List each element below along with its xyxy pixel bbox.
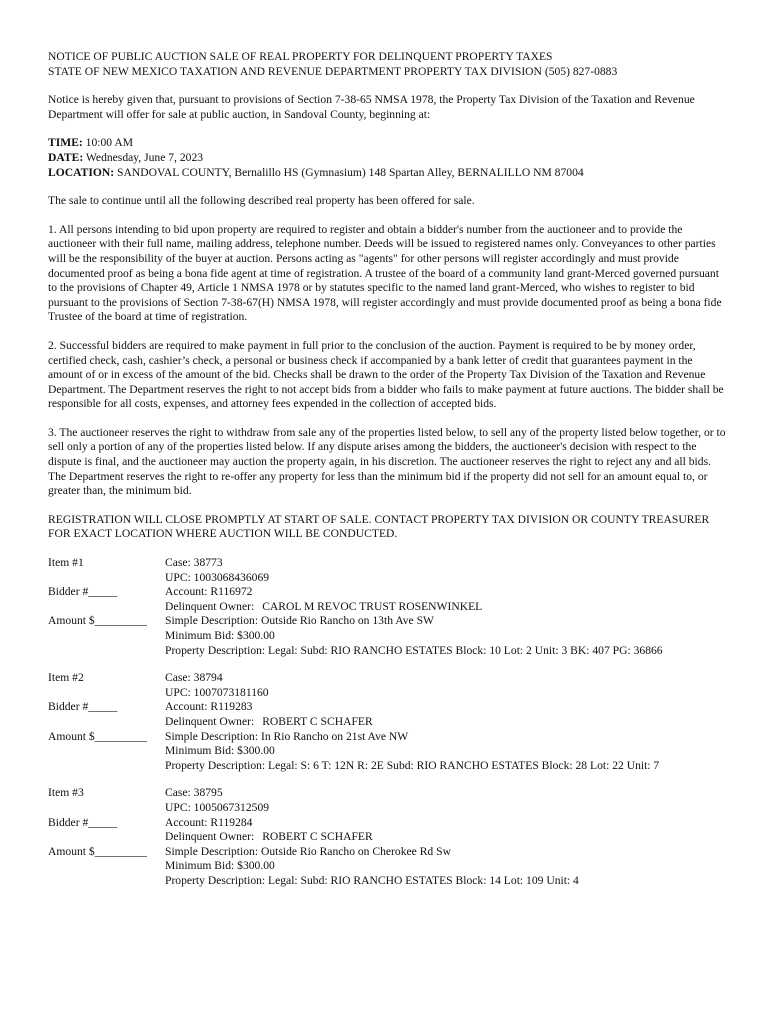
auction-schedule: [48, 136, 728, 180]
item-owner-line: [165, 715, 728, 730]
notice-document: [48, 50, 728, 902]
item-owner-line: [165, 600, 728, 615]
item-legal-description: Property Description: Legal: S: 6 T: 12N R: 2E Subd: RIO RANCHO ESTATES Block: 28 Lot: 22 Unit: 7: [165, 758, 660, 772]
item-owner-line: [165, 830, 728, 845]
time-value: 10:00 AM: [82, 136, 134, 150]
date-label: DATE:: [48, 150, 84, 164]
rule-auctioneer-rights: 3. The auctioneer reserves the right to withdraw from sale any of the properties listed below, to sell any of the property listed below together, or to sell only a portion of any of the properties listed below. If any dispute arises among the bidders, the auctioneer's decision with respect to the dispute is final, and the auctioneer may auction the property again, in his discretion. The auctioneer reserves the right to reject any and all bids. The Department reserves the right to re-offer any property for less than the minimum bid if the property did not sell for an amount equal to, or greater than, the minimum bid.: [48, 425, 726, 498]
bidder-field: Bidder #_____: [48, 815, 118, 829]
item-case: Case: 38773: [165, 556, 223, 570]
rule-registration: 1. All persons intending to bid upon property are required to register and obtain a bidder's number from the auctioneer and to provide the auctioneer with their full name, mailing address, telephone number. Deeds will be issued to registered names only. Conveyances to other parties will be the responsibility of the buyer at auction. Persons acting as "agents" for other persons will register accordingly and must provide documented proof as being a bona fide agent at time of registration. A trustee of the board of a community land grant-Merced governed pursuant to the provisions of Chapter 49, Article 1 NMSA 1978 or by statutes specific to the named land grant-Merced, who wishes to register to bid pursuant to the provisions of Section 7-38-67(H) NMSA 1978, will register accordingly and must provide documented proof as being a bona fide Trustee of the board at time of registration.: [48, 222, 722, 324]
item-form-fields: [48, 671, 163, 744]
item-legal-description: Property Description: Legal: Subd: RIO RANCHO ESTATES Block: 10 Lot: 2 Unit: 3 BK: 407 PG: 36866: [165, 643, 663, 657]
amount-field: Amount $_________: [48, 729, 147, 743]
item-minimum-bid: Minimum Bid: $300.00: [165, 629, 275, 642]
header-agency: STATE OF NEW MEXICO TAXATION AND REVENUE DEPARTMENT PROPERTY TAX DIVISION (505) 827-0883: [48, 64, 618, 78]
item-minimum-bid: Minimum Bid: $300.00: [165, 859, 275, 873]
item-form-fields: [48, 556, 163, 629]
location-line: [48, 166, 728, 181]
header-title: NOTICE OF PUBLIC AUCTION SALE OF REAL PROPERTY FOR DELINQUENT PROPERTY TAXES: [48, 50, 553, 63]
item-account: Account: R119284: [165, 815, 253, 829]
item-upc: UPC: 1007073181160: [165, 685, 269, 699]
item-case: Case: 38794: [165, 671, 223, 685]
item-upc: UPC: 1005067312509: [165, 800, 270, 814]
registration-notice: REGISTRATION WILL CLOSE PROMPTLY AT START OF SALE. CONTACT PROPERTY TAX DIVISION OR COUNTY TREASURER FOR EXACT LOCATION WHERE AUCTION WILL BE CONDUCTED.: [48, 512, 710, 541]
date-value: Wednesday, June 7, 2023: [83, 150, 204, 164]
item-minimum-bid: Minimum Bid: $300.00: [165, 744, 275, 758]
item-form-fields: [48, 786, 163, 859]
item-account: Account: R119283: [165, 700, 253, 714]
date-line: [48, 151, 728, 166]
item-account: Account: R116972: [165, 585, 253, 599]
owner-name: ROBERT C SCHAFER: [262, 830, 373, 844]
item-number: Item #2: [48, 671, 84, 685]
bidder-field: Bidder #_____: [48, 700, 118, 714]
item-details: [165, 786, 728, 888]
bidder-field: Bidder #_____: [48, 585, 118, 599]
continue-note: The sale to continue until all the following described real property has been offered for sale.: [48, 194, 475, 208]
location-label: LOCATION:: [48, 165, 115, 179]
item-simple-description: Simple Description: In Rio Rancho on 21st Ave NW: [165, 729, 409, 743]
item-case: Case: 38795: [165, 786, 223, 800]
item-upc: UPC: 1003068436069: [165, 570, 270, 584]
location-value: SANDOVAL COUNTY, Bernalillo HS (Gymnasium) 148 Spartan Alley, BERNALILLO NM 87004: [114, 165, 584, 179]
rule-payment: 2. Successful bidders are required to make payment in full prior to the conclusion of the auction. Payment is required to be by money order, certified check, cash, cashier’s check, a personal or business check if accompanied by a bank letter of credit that guarantees payment in the amount of or in excess of the amount of the bid. Checks shall be drawn to the order of the Property Tax Division of the Taxation and Revenue Department. The Department reserves the right to not accept bids from a bidder who fails to make payment at future auctions. The bidder shall be responsible for all costs, expenses, and attorney fees expended in the collection of accepted bids.: [48, 338, 724, 411]
owner-label: Delinquent Owner:: [165, 599, 255, 613]
owner-name: CAROL M REVOC TRUST ROSENWINKEL: [262, 599, 483, 613]
item-details: [165, 671, 728, 773]
owner-name: ROBERT C SCHAFER: [262, 714, 373, 728]
notice-header: [48, 50, 728, 79]
item-number: Item #3: [48, 786, 84, 800]
auction-item: [48, 556, 728, 658]
time-line: [48, 136, 728, 151]
intro-paragraph: Notice is hereby given that, pursuant to provisions of Section 7-38-65 NMSA 1978, the Property Tax Division of the Taxation and Revenue Department will offer for sale at public auction, in Sandoval County, beginning at:: [48, 93, 695, 121]
item-number: Item #1: [48, 556, 84, 570]
amount-field: Amount $_________: [48, 614, 147, 628]
item-simple-description: Simple Description: Outside Rio Rancho on Cherokee Rd Sw: [165, 844, 451, 858]
owner-label: Delinquent Owner:: [165, 714, 255, 728]
item-simple-description: Simple Description: Outside Rio Rancho on 13th Ave SW: [165, 614, 434, 628]
amount-field: Amount $_________: [48, 844, 147, 858]
auction-item: [48, 671, 728, 773]
owner-label: Delinquent Owner:: [165, 830, 255, 844]
item-details: [165, 556, 728, 658]
item-legal-description: Property Description: Legal: Subd: RIO RANCHO ESTATES Block: 14 Lot: 109 Unit: 4: [165, 873, 579, 887]
auction-item: [48, 786, 728, 888]
time-label: TIME:: [48, 136, 83, 150]
